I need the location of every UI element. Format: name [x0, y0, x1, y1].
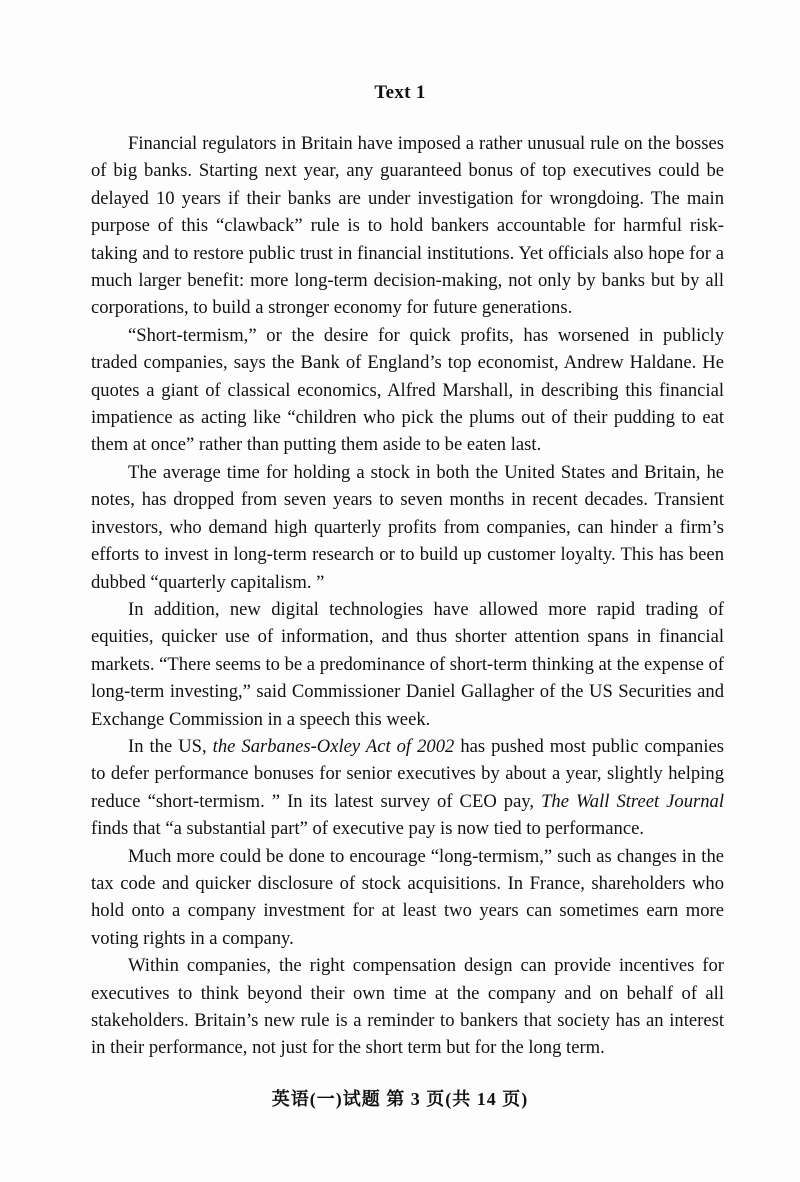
page-footer: 英语(一)试题 第 3 页(共 14 页) [271, 1089, 529, 1109]
italic-title-text: The Wall Street Journal [541, 790, 724, 812]
paragraph-text: has pushed most public companies to defer performance bonuses for senior executives by about a year, slightly helping reduce “short-termism. ” In its latest survey of CEO pay, [91, 735, 724, 812]
paragraph [91, 130, 724, 322]
paragraph-text: Much more could be done to encourage “long-termism,” such as changes in the tax code and quicker disclosure of stock acquisitions. In France, shareholders who hold onto a company investment for at least two years can sometimes earn more voting rights in a company. [91, 845, 724, 949]
paragraph-text: “Short-termism,” or the desire for quick profits, has worsened in publicly traded companies, says the Bank of England’s top economist, Andrew Haldane. He quotes a giant of classical economics, Alfred Marshall, in describing this financial impatience as acting like “children who pick the plums out of their pudding to eat them at once” rather than putting them aside to be eaten last. [91, 324, 724, 456]
paragraph [91, 596, 724, 733]
paragraph-text: In addition, new digital technologies have allowed more rapid trading of equities, quicker use of information, and thus shorter attention spans in financial markets. “There seems to be a predominance of short-term thinking at the expense of long-term investing,” said Commissioner Daniel Gallagher of the US Securities and Exchange Commission in a speech this week. [91, 598, 724, 730]
paragraph [91, 733, 724, 843]
paragraph-text: Within companies, the right compensation design can provide incentives for executives to think beyond their own time at the company and on behalf of all stakeholders. Britain’s new rule is a reminder to bankers that society has an interest in their performance, not just for the short term but for the long term. [91, 955, 724, 1059]
paragraph [91, 459, 724, 596]
paragraph-text: In the US, [128, 735, 213, 757]
passage-body [91, 130, 724, 1062]
paragraph [91, 322, 724, 459]
italic-title-text: the Sarbanes-Oxley Act of 2002 [212, 735, 455, 757]
passage-title: Text 1 [374, 82, 426, 103]
paragraph [91, 952, 724, 1062]
paragraph-text: Financial regulators in Britain have imposed a rather unusual rule on the bosses of big banks. Starting next year, any guaranteed bonus of top executives could be delayed 10 years if their banks are under investigation for wrongdoing. The main purpose of this “clawback” rule is to hold bankers accountable for harmful risk-taking and to restore public trust in financial institutions. Yet officials also hope for a much larger benefit: more long-term decision-making, not only by banks but by all corporations, to build a stronger economy for future generations. [91, 133, 724, 319]
paragraph-text: The average time for holding a stock in both the United States and Britain, he notes, has dropped from seven years to seven months in recent decades. Transient investors, who demand high quarterly profits from companies, can hinder a firm’s efforts to invest in long-term research or to build up customer loyalty. This has been dubbed “quarterly capitalism. ” [91, 461, 724, 593]
paragraph-text: finds that “a substantial part” of executive pay is now tied to performance. [91, 818, 644, 840]
paragraph [91, 843, 724, 953]
